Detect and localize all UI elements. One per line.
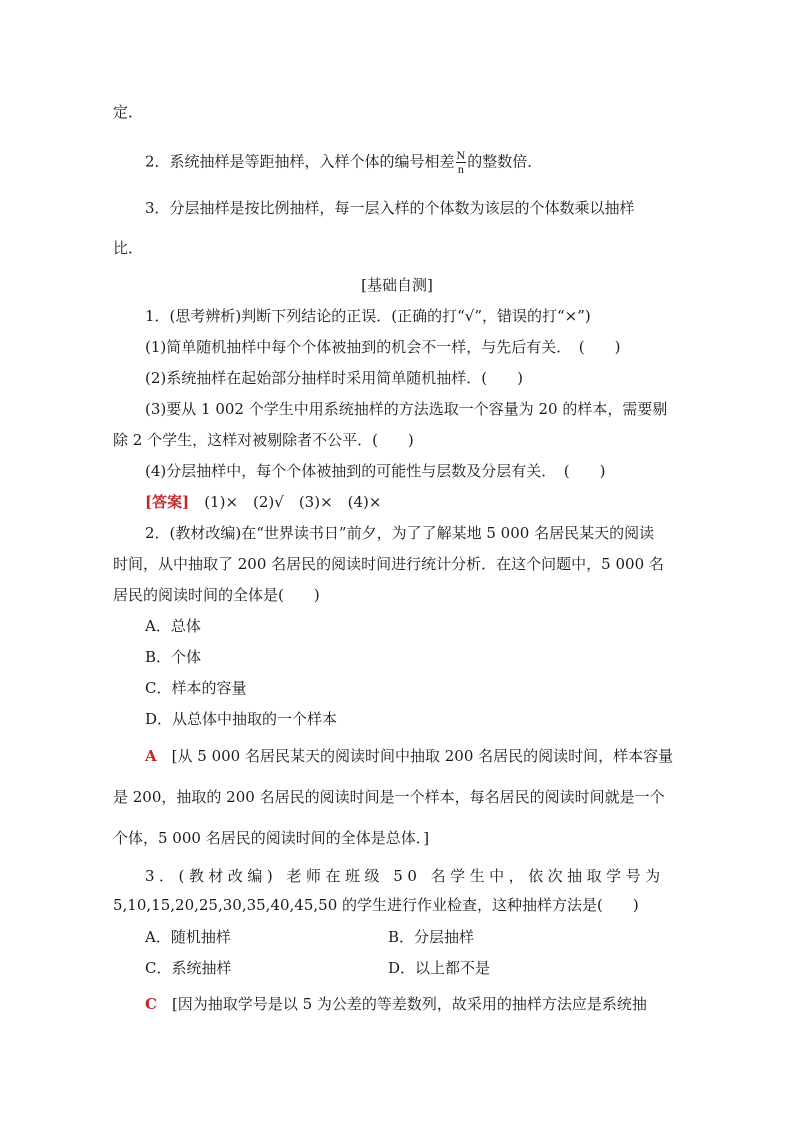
- answer-2: [145, 746, 715, 766]
- text-line: 定．: [113, 103, 144, 121]
- option-A: A．总体: [145, 617, 201, 635]
- answer-2-cont: 个体，5 000 名居民的阅读时间的全体是总体．]: [113, 829, 430, 847]
- question-1-item-1: (1)简单随机抽样中每个个体被抽到的机会不一样，与先后有关． ( ): [145, 338, 621, 356]
- option-A: A．随机抽样: [145, 928, 231, 946]
- fraction-numerator: N: [456, 148, 466, 162]
- answer-2-cont: 是 200，抽取的 200 名居民的阅读时间是一个样本，每名居民的阅读时间就是一个: [113, 788, 665, 806]
- section-heading: [基础自测]: [361, 276, 433, 294]
- answer-3: [145, 994, 715, 1014]
- answer-text: [因为抽取学号是以 5 为公差的等差数列，故采用的抽样方法应是系统抽: [156, 995, 647, 1013]
- question-1: 1．(思考辨析)判断下列结论的正误．(正确的打“√”，错误的打“×”): [145, 307, 591, 325]
- question-3-cont: 5,10,15,20,25,30,35,40,45,50 的学生进行作业检查，这种抽样方法是( ): [113, 896, 639, 914]
- option-C: C．样本的容量: [145, 679, 247, 697]
- question-2-cont: 时间，从中抽取了 200 名居民的阅读时间进行统计分析．在这个问题中，5 000 名: [113, 555, 664, 573]
- option-B: B．分层抽样: [388, 928, 475, 946]
- question-3: 3．(教材改编) 老师在班级 50 名学生中，依次抽取学号为: [145, 867, 665, 885]
- answer-text: (1)× (2)√ (3)× (4)×: [189, 493, 382, 511]
- fraction-denominator: n: [457, 162, 464, 176]
- answer-letter: C: [145, 995, 157, 1013]
- options-row-1: [145, 927, 685, 947]
- question-2-cont: 居民的阅读时间的全体是( ): [113, 586, 320, 604]
- option-D: D．以上都不是: [388, 959, 491, 977]
- question-2: 2．(教材改编)在“世界读书日”前夕，为了了解某地 5 000 名居民某天的阅读: [145, 524, 655, 542]
- text-fragment: 的整数倍．: [467, 152, 543, 171]
- question-1-item-3: (3)要从 1 002 个学生中用系统抽样的方法选取一个容量为 20 的样本，需要剔: [145, 400, 668, 418]
- fraction-N-over-n: [456, 149, 467, 176]
- answer-text: [从 5 000 名居民某天的阅读时间中抽取 200 名居民的阅读时间，样本容量: [156, 747, 674, 765]
- option-D: D．从总体中抽取的一个样本: [145, 710, 338, 728]
- text-line-fraction: [145, 149, 715, 176]
- answer-1: [145, 492, 715, 512]
- option-C: C．系统抽样: [145, 959, 232, 977]
- text-line: 比．: [113, 239, 144, 257]
- text-fragment: 2．系统抽样是等距抽样，入样个体的编号相差: [145, 152, 455, 171]
- question-1-item-2: (2)系统抽样在起始部分抽样时采用简单随机抽样．( ): [145, 369, 523, 387]
- option-B: B．个体: [145, 648, 202, 666]
- options-row-2: [145, 958, 685, 978]
- text-line: 3．分层抽样是按比例抽样，每一层入样的个体数为该层的个体数乘以抽样: [145, 199, 635, 217]
- answer-letter: A: [145, 747, 157, 765]
- question-1-item-3-cont: 除 2 个学生，这样对被剔除者不公平．( ): [113, 431, 414, 449]
- answer-label: [答案]: [145, 493, 190, 511]
- question-1-item-4: (4)分层抽样中，每个个体被抽到的可能性与层数及分层有关． ( ): [145, 462, 606, 480]
